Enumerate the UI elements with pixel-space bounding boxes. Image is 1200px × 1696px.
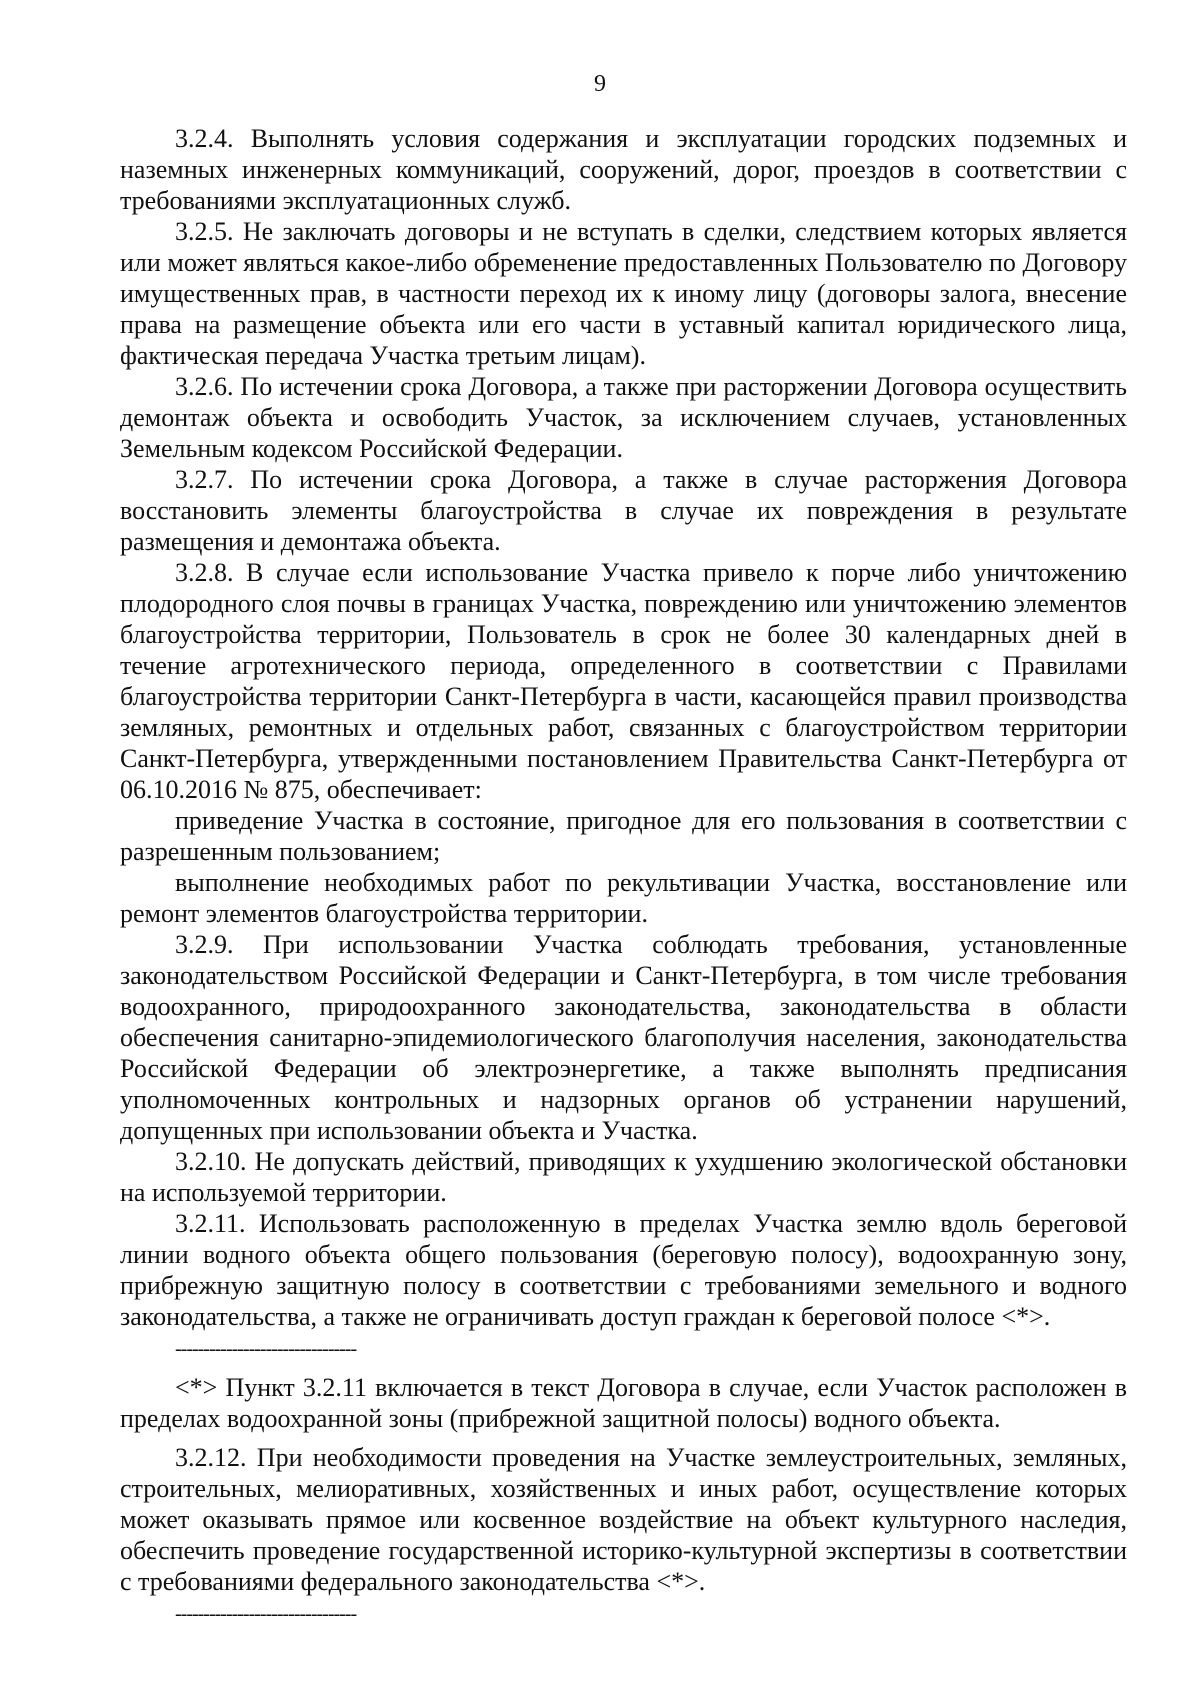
clause-3-2-10: 3.2.10. Не допускать действий, приводящих к ухудшению экологической обстановки на используемой территории. xyxy=(120,1147,1127,1207)
footnote-3-2-11: <*> Пункт 3.2.11 включается в текст Договора в случае, если Участок расположен в пределах водоохранной зоны (прибрежной защитной полосы) водного объекта. xyxy=(120,1373,1127,1433)
footnote-separator: -------------------------------- xyxy=(175,1338,357,1360)
document-body xyxy=(120,123,1127,1627)
clause-3-2-9: 3.2.9. При использовании Участка соблюдать требования, установленные законодательством Российской Федерации и Санкт-Петербурга, в том числе требования водоохранного, природоохранного законодательства, законодательства в области обеспечения санитарно-эпидемиологического благополучия населения, законодательства Российской Федерации об электроэнергетике, а также выполнять предписания уполномоченных контрольных и надзорных органов об устранении нарушений, допущенных при использовании объекта и Участка. xyxy=(120,930,1127,1145)
clause-3-2-7: 3.2.7. По истечении срока Договора, а также в случае расторжения Договора восстановить элементы благоустройства в случае их повреждения в результате размещения и демонтажа объекта. xyxy=(120,465,1127,556)
clause-3-2-4: 3.2.4. Выполнять условия содержания и эксплуатации городских подземных и наземных инженерных коммуникаций, сооружений, дорог, проездов в соответствии с требованиями эксплуатационных служб. xyxy=(120,124,1127,215)
clause-3-2-8: 3.2.8. В случае если использование Участка привело к порче либо уничтожению плодородного слоя почвы в границах Участка, повреждению или уничтожению элементов благоустройства территории, Пользователь в срок не более 30 календарных дней в течение агротехнического периода, определенного в соответствии с Правилами благоустройства территории Санкт-Петербурга в части, касающейся правил производства земляных, ремонтных и отдельных работ, связанных с благоустройством территории Санкт-Петербурга, утвержденными постановлением Правительства Санкт-Петербурга от 06.10.2016 № 875, обеспечивает: xyxy=(120,558,1127,804)
page-number: 9 xyxy=(594,71,606,97)
clause-3-2-12: 3.2.12. При необходимости проведения на Участке землеустроительных, земляных, строительных, мелиоративных, хозяйственных и иных работ, осуществление которых может оказывать прямое или косвенное воздействие на объект культурного наследия, обеспечить проведение государственной историко-культурной экспертизы в соответствии с требованиями федерального законодательства <*>. xyxy=(120,1443,1127,1596)
footnote-separator-2: -------------------------------- xyxy=(175,1603,357,1625)
clause-3-2-6: 3.2.6. По истечении срока Договора, а также при расторжении Договора осуществить демонтаж объекта и освободить Участок, за исключением случаев, установленных Земельным кодексом Российской Федерации. xyxy=(120,372,1127,463)
clause-3-2-8-item-1: приведение Участка в состояние, пригодное для его пользования в соответствии с разрешенным пользованием; xyxy=(120,806,1127,866)
clause-3-2-5: 3.2.5. Не заключать договоры и не вступать в сделки, следствием которых является или может являться какое-либо обременение предоставленных Пользователю по Договору имущественных прав, в частности переход их к иному лицу (договоры залога, внесение права на размещение объекта или его части в уставный капитал юридического лица, фактическая передача Участка третьим лицам). xyxy=(120,217,1127,370)
clause-3-2-11: 3.2.11. Использовать расположенную в пределах Участка землю вдоль береговой линии водного объекта общего пользования (береговую полосу), водоохранную зону, прибрежную защитную полосу в соответствии с требованиями земельного и водного законодательства, а также не ограничивать доступ граждан к береговой полосе <*>. xyxy=(120,1209,1127,1331)
clause-3-2-8-item-2: выполнение необходимых работ по рекультивации Участка, восстановление или ремонт элементов благоустройства территории. xyxy=(120,868,1127,928)
